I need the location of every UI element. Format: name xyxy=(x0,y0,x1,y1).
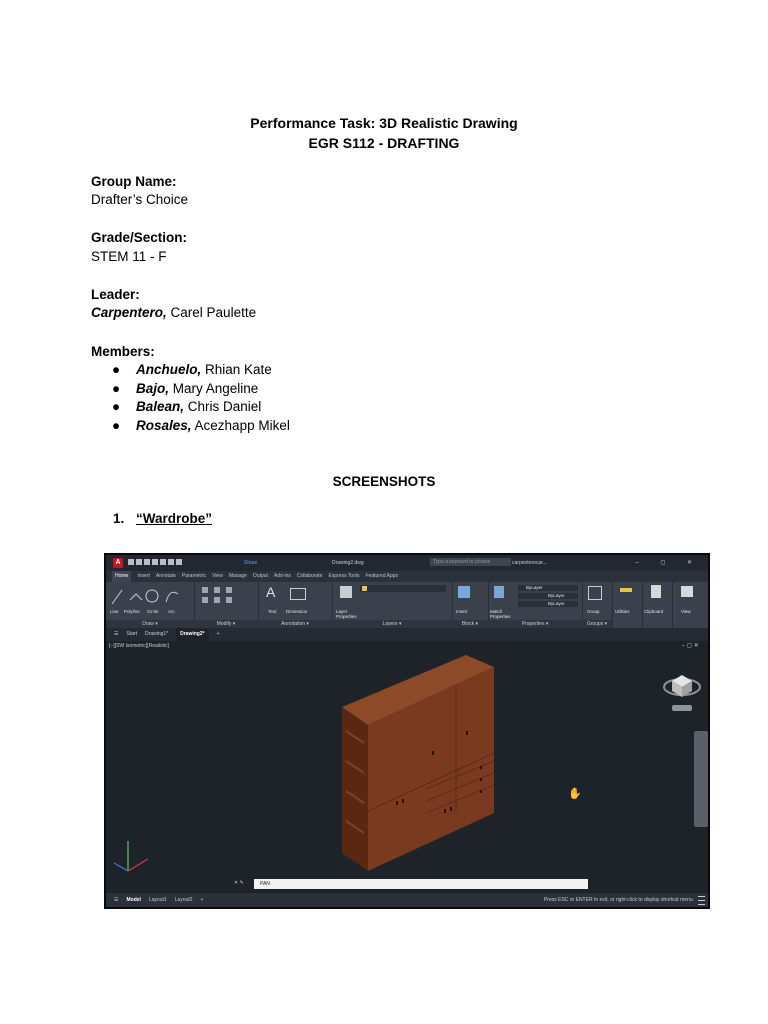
grade-section-label: Grade/Section: xyxy=(91,230,188,245)
command-line-icons[interactable]: ✕ ✎ xyxy=(234,880,244,886)
group-name-value: Drafter’s Choice xyxy=(91,192,189,207)
insert-block-icon[interactable] xyxy=(458,586,470,598)
properties-panel xyxy=(488,582,583,628)
properties-panel-caption[interactable]: Properties ▾ xyxy=(488,620,582,628)
search-input[interactable]: Type a keyword or phrase xyxy=(430,558,511,566)
ribbon-tabs xyxy=(106,571,708,582)
measure-icon[interactable] xyxy=(620,588,632,592)
tab-layout2[interactable]: Layout2 xyxy=(174,897,193,903)
viewport-label[interactable]: [−][SW Isometric][Realistic] xyxy=(109,643,169,649)
hamburger-icon[interactable]: ☰ xyxy=(114,631,119,637)
tab-drawing2[interactable]: Drawing2* xyxy=(176,628,208,641)
window-controls[interactable]: – ◻ ✕ xyxy=(635,560,702,566)
navigation-bar[interactable] xyxy=(694,731,708,827)
tab-add-ins[interactable]: Add-ins xyxy=(273,573,291,579)
lineweight-dropdown[interactable]: ByLayer xyxy=(518,601,578,607)
autocad-screenshot xyxy=(104,553,710,909)
groups-panel xyxy=(582,582,613,628)
groups-panel-caption[interactable]: Groups ▾ xyxy=(582,620,612,628)
share-button[interactable]: Share xyxy=(244,560,258,566)
fillet-icon[interactable] xyxy=(226,597,232,603)
layer-properties-tool[interactable]: Layer Properties xyxy=(336,609,357,619)
draw-panel-caption[interactable]: Draw ▾ xyxy=(106,620,194,628)
ribbon xyxy=(106,582,708,628)
block-panel xyxy=(452,582,489,628)
member-given-name: Acezhapp Mikel xyxy=(191,418,290,434)
customize-menu-icon[interactable] xyxy=(698,896,705,905)
tab-insert[interactable]: Insert xyxy=(137,573,150,579)
save-as-icon[interactable] xyxy=(152,559,158,565)
tab-parametric[interactable]: Parametric xyxy=(181,573,207,579)
new-icon[interactable] xyxy=(128,559,134,565)
block-panel-caption[interactable]: Block ▾ xyxy=(452,620,488,628)
tab-start[interactable]: Start xyxy=(126,631,138,637)
screenshot-item-1 xyxy=(113,511,212,526)
annotation-panel-caption[interactable]: Annotation ▾ xyxy=(258,620,332,628)
trim-icon[interactable] xyxy=(226,587,232,593)
autocad-logo[interactable]: A xyxy=(113,558,123,568)
modify-panel xyxy=(194,582,259,628)
viewport-controls[interactable] xyxy=(682,642,699,649)
undo-icon[interactable] xyxy=(168,559,174,565)
utilities-panel xyxy=(612,582,643,628)
tab-output[interactable]: Output xyxy=(252,573,268,579)
layers-panel-caption[interactable]: Layers ▾ xyxy=(332,620,452,628)
view-icon[interactable] xyxy=(681,586,693,597)
modify-panel-caption[interactable]: Modify ▾ xyxy=(194,620,258,628)
annotation-panel xyxy=(258,582,333,628)
view-tool[interactable]: View xyxy=(681,609,691,614)
command-line-input[interactable]: PAN xyxy=(254,879,588,889)
match-properties-tool[interactable]: Match Properties xyxy=(490,609,511,619)
member-surname: Balean, xyxy=(136,399,185,415)
leader-name xyxy=(91,304,256,322)
tab-collaborate[interactable]: Collaborate xyxy=(296,573,323,579)
member-surname: Rosales, xyxy=(136,418,192,434)
tab-featured-apps[interactable]: Featured Apps xyxy=(365,573,399,579)
tab-manage[interactable]: Manage xyxy=(228,573,247,579)
insert-tool[interactable]: Insert xyxy=(456,609,468,614)
dimension-icon[interactable] xyxy=(290,588,306,600)
member-given-name: Chris Daniel xyxy=(184,399,262,415)
layer-properties-icon[interactable] xyxy=(340,586,352,598)
user-account[interactable]: carpenterocar... xyxy=(512,560,547,566)
move-icon[interactable] xyxy=(202,587,208,593)
text-icon[interactable]: A xyxy=(266,584,276,600)
arc-tool[interactable]: Arc xyxy=(168,609,175,614)
member-surname: Bajo, xyxy=(136,380,170,396)
group-name-label: Group Name: xyxy=(91,174,177,189)
group-tool[interactable]: Group xyxy=(587,609,600,614)
grade-section-value: STEM 11 - F xyxy=(91,249,167,264)
clipboard-panel xyxy=(642,582,673,628)
save-icon[interactable] xyxy=(144,559,150,565)
color-dropdown[interactable]: ByLayer xyxy=(518,585,578,591)
mirror-icon[interactable] xyxy=(214,597,220,603)
circle-tool[interactable]: Circle xyxy=(147,609,159,614)
tab-drawing1[interactable]: Drawing1* xyxy=(145,631,169,637)
tab-annotate[interactable]: Annotate xyxy=(155,573,176,579)
drawing-tabs xyxy=(106,628,708,641)
leader-given-name: Carel Paulette xyxy=(166,305,257,320)
status-bar xyxy=(106,893,708,907)
paste-icon[interactable] xyxy=(651,585,661,598)
text-tool[interactable]: Text xyxy=(268,609,277,614)
member-given-name: Rhian Kate xyxy=(201,362,272,377)
members-list xyxy=(112,361,290,436)
add-tab-icon[interactable]: + xyxy=(216,631,220,637)
leader-surname: Carpentero, xyxy=(91,305,167,320)
match-properties-icon[interactable] xyxy=(494,586,504,598)
item-title: “Wardrobe” xyxy=(136,511,213,526)
utilities-tool[interactable]: Utilities xyxy=(615,609,630,614)
model-viewport[interactable] xyxy=(106,641,708,881)
pan-cursor-icon: ✋ xyxy=(568,787,582,800)
line-tool[interactable]: Line xyxy=(110,609,119,614)
item-number: 1. xyxy=(113,511,125,526)
view-panel xyxy=(672,582,708,628)
leader-label: Leader: xyxy=(91,287,140,302)
course-title: EGR S112 - DRAFTING xyxy=(308,135,460,151)
member-given-name: Mary Angeline xyxy=(169,380,259,396)
quick-access-icons xyxy=(128,559,184,567)
member-item: ● Bajo, Mary Angeline xyxy=(112,380,259,396)
polyline-tool[interactable]: Polyline xyxy=(124,609,140,614)
tab-view[interactable]: View xyxy=(212,573,223,579)
draw-panel xyxy=(106,582,195,628)
add-layout-icon[interactable]: + xyxy=(200,897,204,903)
draw-tools-icons xyxy=(106,582,194,612)
tab-model[interactable]: Model xyxy=(126,897,141,903)
clipboard-tool[interactable]: Clipboard xyxy=(644,609,664,614)
tab-express-tools[interactable]: Express Tools xyxy=(328,573,360,579)
tab-home[interactable]: Home xyxy=(112,571,131,582)
member-item: ● Balean, Chris Daniel xyxy=(112,399,262,415)
ucs-icon xyxy=(114,841,148,871)
member-item: ● Anchuelo, Rhian Kate xyxy=(112,362,272,377)
redo-icon[interactable] xyxy=(176,559,182,565)
tab-layout1[interactable]: Layout1 xyxy=(148,897,167,903)
member-surname: Anchuelo, xyxy=(136,362,202,377)
layout-menu-icon[interactable]: ☰ xyxy=(114,897,119,903)
svg-text:– ◻ ✕: – ◻ ✕ xyxy=(682,642,699,649)
copy-icon[interactable] xyxy=(202,597,208,603)
member-item: ● Rosales, Acezhapp Mikel xyxy=(112,418,290,434)
document-title: Performance Task: 3D Realistic Drawing xyxy=(250,115,518,131)
layer-dropdown[interactable] xyxy=(360,585,446,592)
group-icon[interactable] xyxy=(588,586,602,600)
members-label: Members: xyxy=(91,344,155,359)
rotate-icon[interactable] xyxy=(214,587,220,593)
dimension-tool[interactable]: Dimension xyxy=(286,609,308,614)
bulb-icon xyxy=(362,586,367,591)
quick-access-toolbar xyxy=(106,555,708,571)
linetype-dropdown[interactable]: ByLayer xyxy=(518,593,578,599)
drawing-title: Drawing2.dwg xyxy=(332,560,364,566)
open-icon[interactable] xyxy=(136,559,142,565)
screenshots-heading: SCREENSHOTS xyxy=(332,474,436,489)
viewcube-icon[interactable] xyxy=(664,675,700,711)
status-hint: Press ESC or ENTER to exit, or right-click to display shortcut menu. xyxy=(543,897,694,903)
plot-icon[interactable] xyxy=(160,559,166,565)
layers-panel xyxy=(332,582,453,628)
